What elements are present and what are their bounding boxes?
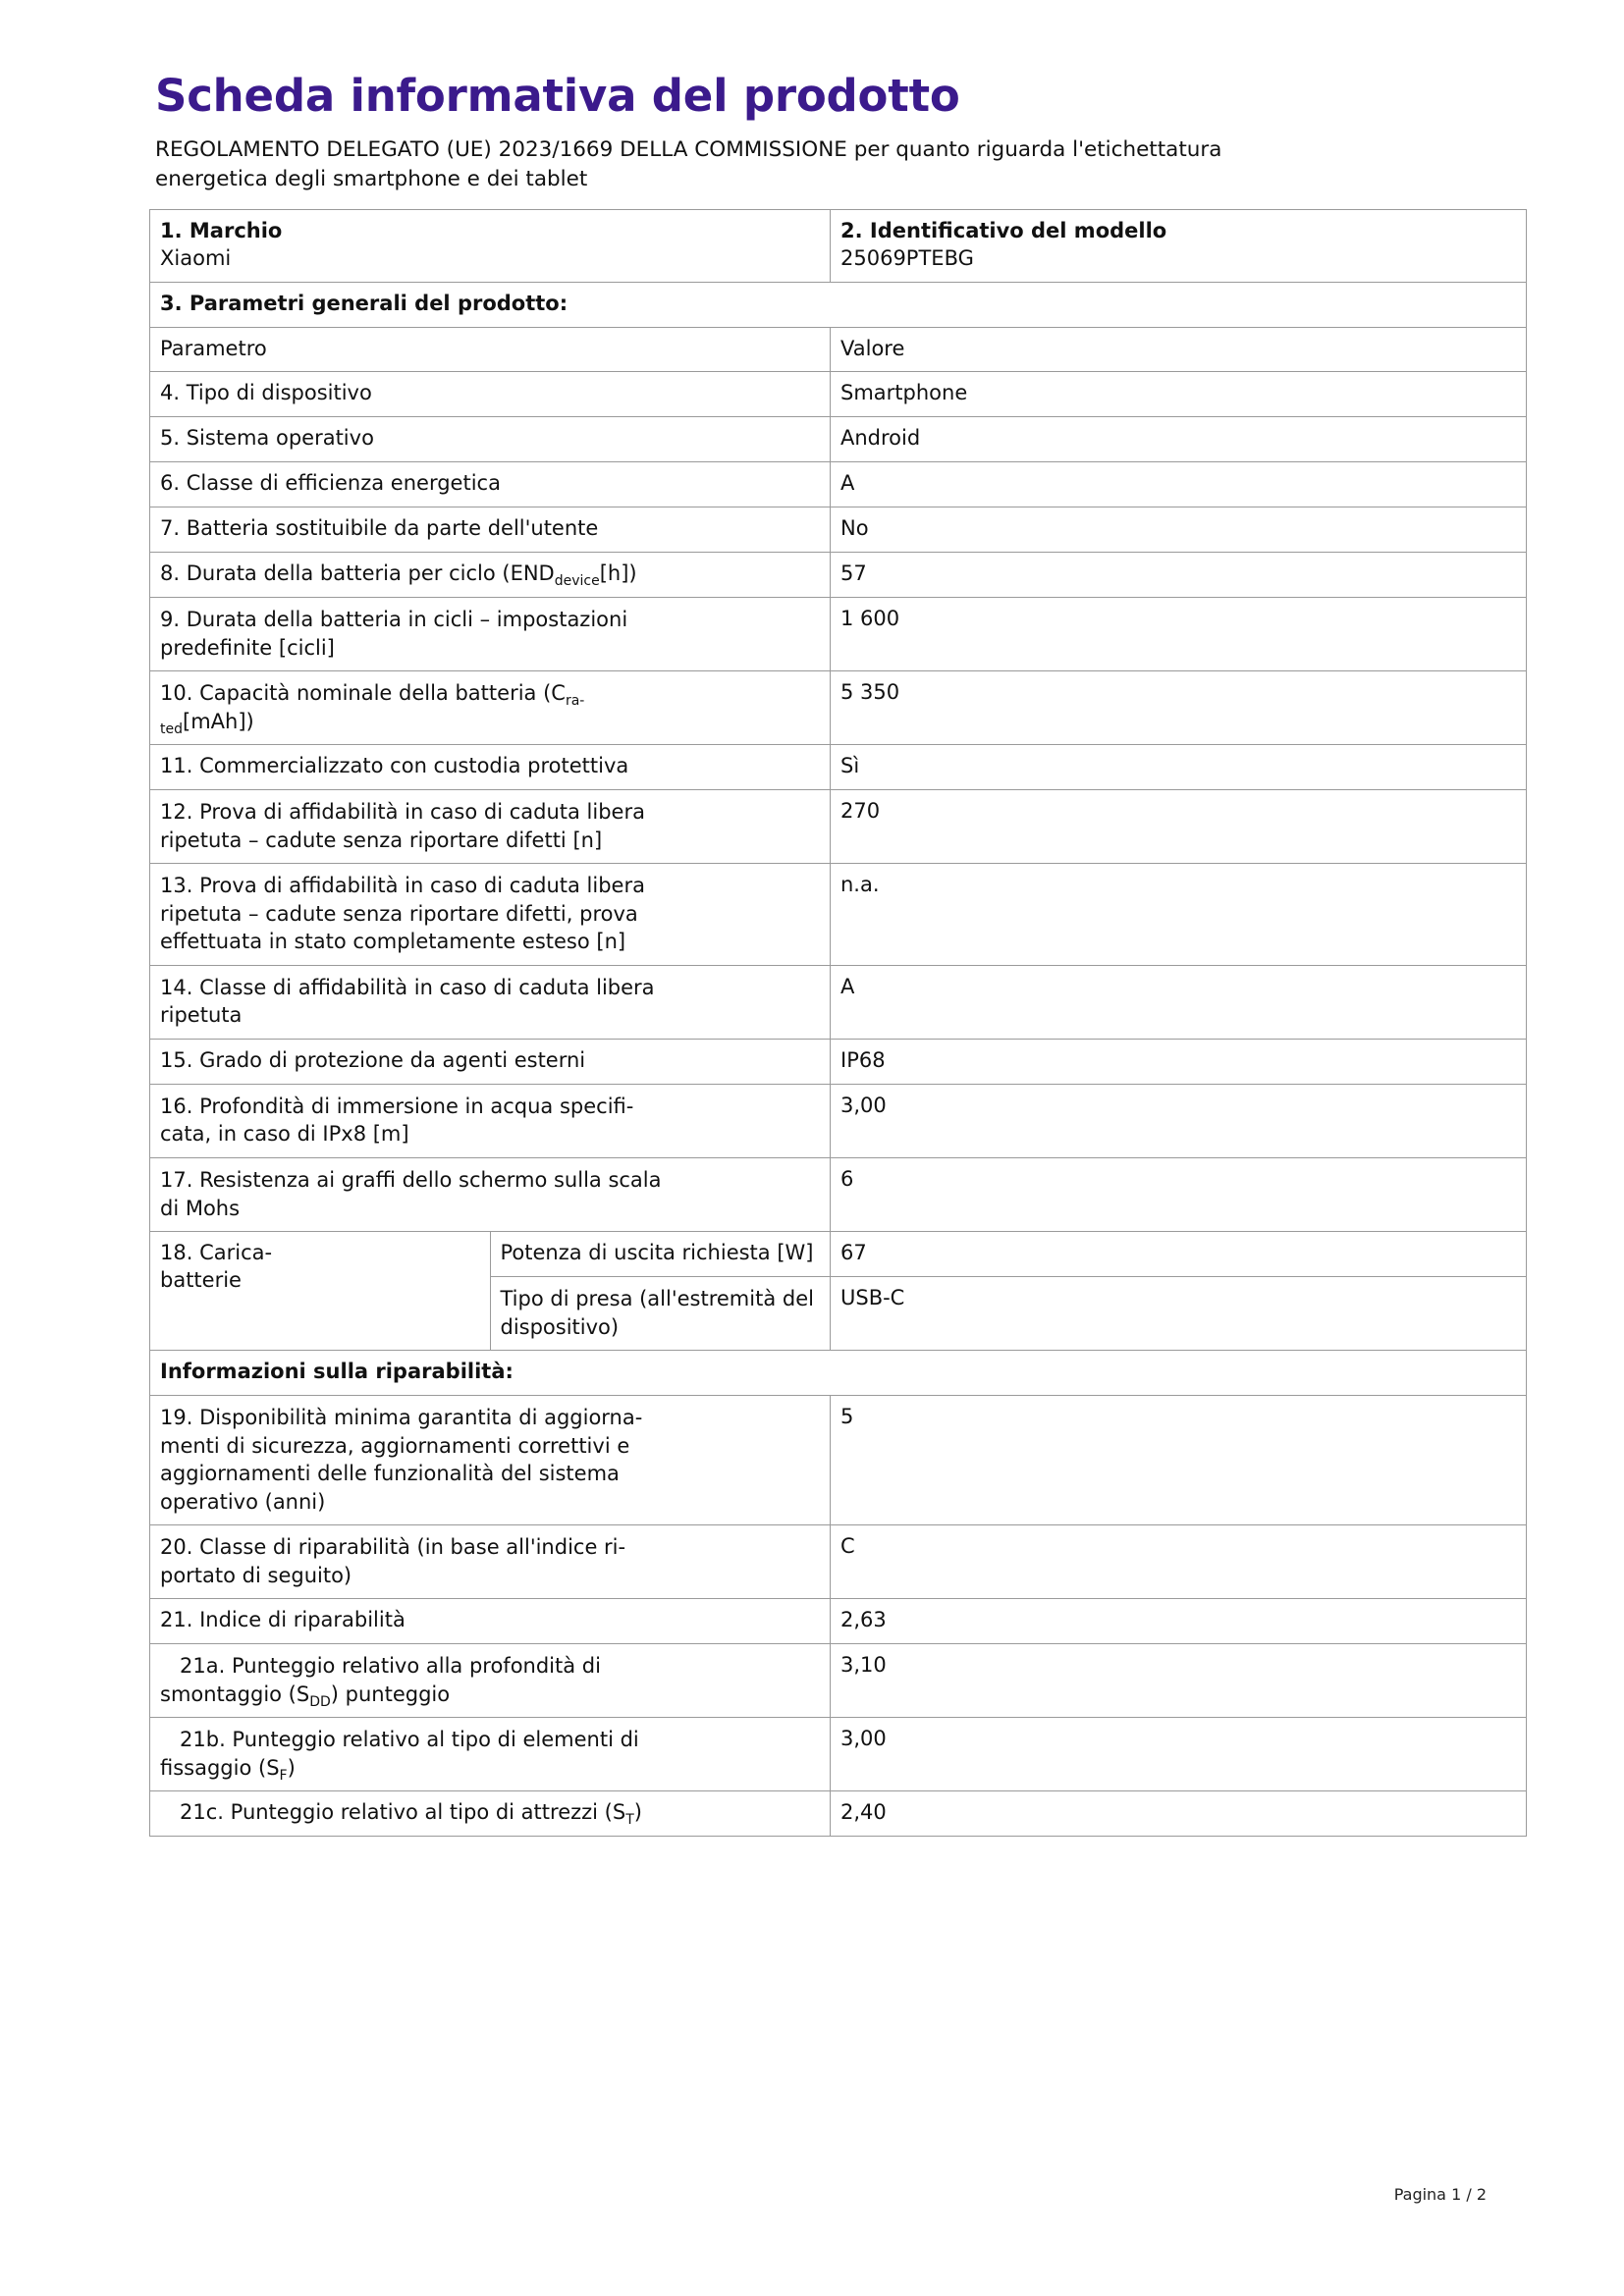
charger-group-label: 18. Carica- batterie (150, 1232, 491, 1351)
row-value: A (831, 462, 1527, 507)
row-label: 4. Tipo di dispositivo (150, 372, 831, 417)
table-row (150, 372, 1527, 417)
row-value: No (831, 507, 1527, 553)
table-row (150, 1525, 1527, 1599)
table-row (150, 553, 1527, 598)
row-value: 3,00 (831, 1718, 1527, 1791)
table-row (150, 671, 1527, 745)
row-label: 14. Classe di affidabilità in caso di caduta libera ripetuta (150, 965, 831, 1039)
row-value: 57 (831, 553, 1527, 598)
table-row (150, 1644, 1527, 1718)
row-label: 5. Sistema operativo (150, 417, 831, 462)
row-label: 11. Commercializzato con custodia protettiva (150, 745, 831, 790)
table-row (150, 864, 1527, 966)
table-row (150, 1599, 1527, 1644)
table-row (150, 1040, 1527, 1085)
row-value: 270 (831, 790, 1527, 864)
brand-header: 1. Marchio (160, 218, 283, 242)
table-row-general-section (150, 282, 1527, 327)
row-value: 3,10 (831, 1644, 1527, 1718)
model-header: 2. Identificativo del modello (840, 218, 1167, 242)
brand-value: Xiaomi (160, 245, 232, 270)
row-value: n.a. (831, 864, 1527, 966)
row-label: 10. Capacità nominale della batteria ($C_{ra-}$ $_{ted}$[mAh]) (150, 671, 831, 745)
row-value: 3,00 (831, 1084, 1527, 1157)
regulation-subtitle: REGOLAMENTO DELEGATO (UE) 2023/1669 DELLA COMMISSIONE per quanto riguarda l'etichettatura energetica degli smartphone e dei tablet (155, 136, 1222, 192)
row-value: 2,40 (831, 1791, 1527, 1837)
row-label: 21b. Punteggio relativo al tipo di elementi di fissaggio $(S_F)$ (150, 1718, 831, 1791)
table-row (150, 965, 1527, 1039)
column-header-parameter: Parametro (150, 327, 831, 372)
table-row-charger-power (150, 1232, 1527, 1277)
row-label: 12. Prova di affidabilità in caso di caduta libera ripetuta – cadute senza riportare difetti [n] (150, 790, 831, 864)
row-value: 5 (831, 1396, 1527, 1525)
table-row-column-headers (150, 327, 1527, 372)
row-label: 15. Grado di protezione da agenti esterni (150, 1040, 831, 1085)
charger-value: USB-C (831, 1277, 1527, 1351)
row-label: 13. Prova di affidabilità in caso di caduta libera ripetuta – cadute senza riportare difetti, prova effettuata in stato completamente esteso [n] (150, 864, 831, 966)
row-value: IP68 (831, 1040, 1527, 1085)
table-row (150, 417, 1527, 462)
row-value: 2,63 (831, 1599, 1527, 1644)
row-label: 19. Disponibilità minima garantita di aggiorna- menti di sicurezza, aggiornamenti correttivi e aggiornamenti delle funzionalità del sistema operativo (anni) (150, 1396, 831, 1525)
row-value: C (831, 1525, 1527, 1599)
general-section-header: 3. Parametri generali del prodotto: (150, 282, 1527, 327)
table-row-brand-model (150, 209, 1527, 282)
brand-cell (150, 209, 831, 282)
column-header-value: Valore (831, 327, 1527, 372)
table-row (150, 1791, 1527, 1837)
row-value: Android (831, 417, 1527, 462)
row-label: 7. Batteria sostituibile da parte dell'utente (150, 507, 831, 553)
charger-sub-label: Tipo di presa (all'estremità del dispositivo) (490, 1277, 831, 1351)
repair-section-header: Informazioni sulla riparabilità: (150, 1351, 1527, 1396)
charger-value: 67 (831, 1232, 1527, 1277)
model-cell (831, 209, 1527, 282)
row-label: 8. Durata della batteria per ciclo $(END_{device}[h])$ (150, 553, 831, 598)
row-value: 1 600 (831, 598, 1527, 671)
model-value: 25069PTEBG (840, 245, 974, 270)
table-row-repair-section (150, 1351, 1527, 1396)
row-value: 5 350 (831, 671, 1527, 745)
row-label: 21a. Punteggio relativo alla profondità di smontaggio $(S_{DD})$ punteggio (150, 1644, 831, 1718)
table-row (150, 745, 1527, 790)
row-label: 16. Profondità di immersione in acqua specifi- cata, in caso di IPx8 [m] (150, 1084, 831, 1157)
table-row (150, 1084, 1527, 1157)
row-label: 21. Indice di riparabilità (150, 1599, 831, 1644)
charger-sub-label: Potenza di uscita richiesta [W] (490, 1232, 831, 1277)
product-spec-table (149, 209, 1527, 1838)
row-label: 20. Classe di riparabilità (in base all'indice ri- portato di seguito) (150, 1525, 831, 1599)
row-value: Sì (831, 745, 1527, 790)
row-label: 17. Resistenza ai graffi dello schermo sulla scala di Mohs (150, 1158, 831, 1232)
row-label: 6. Classe di efficienza energetica (150, 462, 831, 507)
table-row (150, 1396, 1527, 1525)
table-row (150, 790, 1527, 864)
page-footer: Pagina 1 / 2 (1393, 2185, 1487, 2204)
table-row (150, 462, 1527, 507)
table-row (150, 1158, 1527, 1232)
row-value: A (831, 965, 1527, 1039)
table-row (150, 598, 1527, 671)
row-label: 21c. Punteggio relativo al tipo di attrezzi $(S_T)$ (150, 1791, 831, 1837)
table-row (150, 507, 1527, 553)
row-label: 9. Durata della batteria in cicli – impostazioni predefinite [cicli] (150, 598, 831, 671)
page-title: Scheda informativa del prodotto (155, 70, 960, 122)
row-value: 6 (831, 1158, 1527, 1232)
row-value: Smartphone (831, 372, 1527, 417)
table-row (150, 1718, 1527, 1791)
